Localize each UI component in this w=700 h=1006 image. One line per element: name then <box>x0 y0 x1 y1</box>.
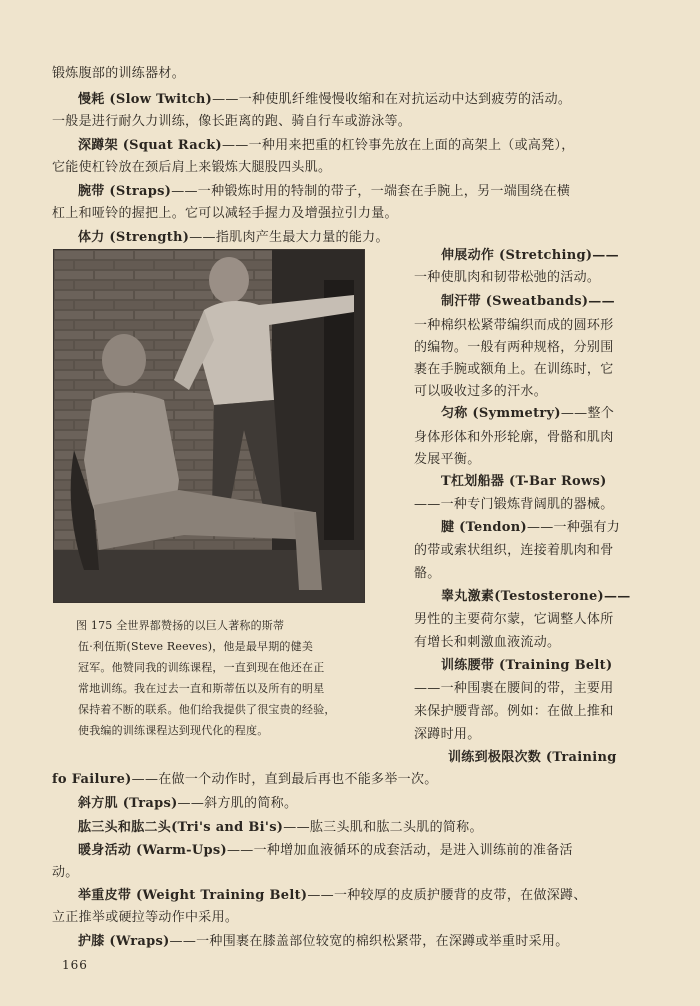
entry-straps <box>78 184 570 200</box>
caption-line-3: 冠军。他赞同我的训练课程，一直到现在他还在正 <box>78 661 325 674</box>
entry-weight-belt <box>78 888 587 904</box>
term-stretching: 伸展动作 (Stretching)—— <box>441 248 619 263</box>
term-testosterone: 睾丸激素(Testosterone)—— <box>441 589 631 604</box>
def-sweatbands-2: 的编物。一般有两种规格，分别围 <box>414 340 614 355</box>
entry-traps <box>78 796 297 812</box>
term-weight-belt: 举重皮带 (Weight Training Belt) <box>78 888 308 903</box>
photo-steve-reeves <box>53 249 365 603</box>
def-straps-cont: 杠上和哑铃的握把上。它可以减轻手握力及增强拉引力量。 <box>52 206 398 221</box>
entry-tendon <box>441 520 620 536</box>
def-weight-belt-cont: 立正推举或硬拉等动作中采用。 <box>52 910 239 925</box>
caption-line-5: 保持着不断的联系。他们给我提供了很宝贵的经验， <box>78 703 336 716</box>
def-straps: ——一种锻炼时用的特制的带子，一端套在手腕上，另一端围绕在横 <box>171 184 571 199</box>
def-tendon: ——一种强有力 <box>526 520 621 535</box>
term-squat-rack: 深蹲架 (Squat Rack) <box>78 138 222 153</box>
def-weight-belt: ——一种较厚的皮质护腰背的皮带，在做深蹲、 <box>307 888 587 903</box>
term-traps: 斜方肌 (Traps) <box>78 796 178 811</box>
top-line: 锻炼腹部的训练器材。 <box>52 66 186 81</box>
term-tendon: 腱 (Tendon) <box>441 520 527 535</box>
def-slow-twitch: ——一种使肌纤维慢慢收缩和在对抗运动中达到疲劳的活动。 <box>212 92 572 107</box>
def-testosterone-1: 男性的主要荷尔蒙，它调整人体所 <box>414 612 614 627</box>
entry-wraps <box>78 934 569 950</box>
term-strength: 体力 (Strength) <box>78 230 190 245</box>
term-failure: 训练到极限次数 (Training <box>448 750 617 765</box>
def-training-belt-3: 深蹲时用。 <box>414 727 481 742</box>
entry-tris-bis <box>78 820 483 836</box>
term-tbar: T杠划船器 (T-Bar Rows) <box>441 474 607 489</box>
page-number: 166 <box>62 958 88 972</box>
term-training-belt: 训练腰带 (Training Belt) <box>441 658 613 673</box>
def-failure: ——在做一个动作时，直到最后再也不能多举一次。 <box>131 772 438 787</box>
def-tendon-2: 骼。 <box>414 566 441 581</box>
term-wraps: 护膝 (Wraps) <box>78 934 170 949</box>
def-testosterone-2: 有增长和刺激血液流动。 <box>414 635 561 650</box>
def-sweatbands-1: 一种棉织松紧带编织而成的圆环形 <box>414 318 614 333</box>
def-sweatbands-4: 可以吸收过多的汗水。 <box>414 384 548 399</box>
entry-squat-rack <box>78 138 575 154</box>
def-wraps: ——一种围裹在膝盖部位较宽的棉织松紧带，在深蹲或举重时采用。 <box>169 934 569 949</box>
def-strength: ——指肌肉产生最大力量的能力。 <box>189 230 389 245</box>
term-failure-2: fo Failure) <box>52 772 132 787</box>
def-symmetry: ——整个 <box>560 406 615 421</box>
caption-line-2: 伍·利伍斯(Steve Reeves)，他是最早期的健美 <box>78 640 314 653</box>
term-warmups: 暖身活动 (Warm-Ups) <box>78 843 227 858</box>
def-symmetry-1: 身体形体和外形轮廓，骨骼和肌肉 <box>414 430 614 445</box>
entry-failure-cont <box>52 772 438 788</box>
def-symmetry-2: 发展平衡。 <box>414 452 481 467</box>
caption-line-6: 使我编的训练课程达到现代化的程度。 <box>78 724 269 737</box>
entry-symmetry <box>441 406 614 422</box>
def-tris-bis: ——肱三头肌和肱二头肌的简称。 <box>283 820 483 835</box>
photo-illustration <box>54 250 364 602</box>
def-warmups-cont: 动。 <box>52 865 79 880</box>
entry-strength <box>78 230 389 246</box>
def-training-belt-2: 来保护腰背部。例如：在做上推和 <box>414 704 614 719</box>
def-squat-rack: ——一种用来把重的杠铃事先放在上面的高架上（或高凳）， <box>221 138 575 153</box>
entry-slow-twitch <box>78 92 571 108</box>
entry-warmups <box>78 843 573 859</box>
def-traps: ——斜方肌的简称。 <box>177 796 298 811</box>
caption-line-4: 常地训练。我在过去一直和斯蒂伍以及所有的明星 <box>78 682 325 695</box>
term-straps: 腕带 (Straps) <box>78 184 172 199</box>
def-tbar-1: ——一种专门锻炼背阔肌的器械。 <box>414 497 614 512</box>
term-tris-bis: 肱三头和肱二头(Tri's and Bi's) <box>78 820 284 835</box>
def-squat-rack-cont: 它能使杠铃放在颈后肩上来锻炼大腿股四头肌。 <box>52 160 332 175</box>
def-stretching-1: 一种使肌肉和韧带松弛的活动。 <box>414 270 601 285</box>
term-symmetry: 匀称 (Symmetry) <box>441 406 561 421</box>
def-warmups: ——一种增加血液循环的成套活动，是进入训练前的准备活 <box>226 843 573 858</box>
caption-line-1: 图 175 全世界都赞扬的以巨人著称的斯蒂 <box>76 619 285 632</box>
def-tendon-1: 的带或索状组织，连接着肌肉和骨 <box>414 543 614 558</box>
term-slow-twitch: 慢耗 (Slow Twitch) <box>78 92 213 107</box>
def-slow-twitch-cont: 一般是进行耐久力训练，像长距离的跑、骑自行车或游泳等。 <box>52 114 412 129</box>
term-sweatbands: 制汗带 (Sweatbands)—— <box>441 294 615 309</box>
def-sweatbands-3: 裹在手腕或额角上。在训练时，它 <box>414 362 614 377</box>
def-training-belt-1: ——一种围裹在腰间的带，主要用 <box>414 681 614 696</box>
